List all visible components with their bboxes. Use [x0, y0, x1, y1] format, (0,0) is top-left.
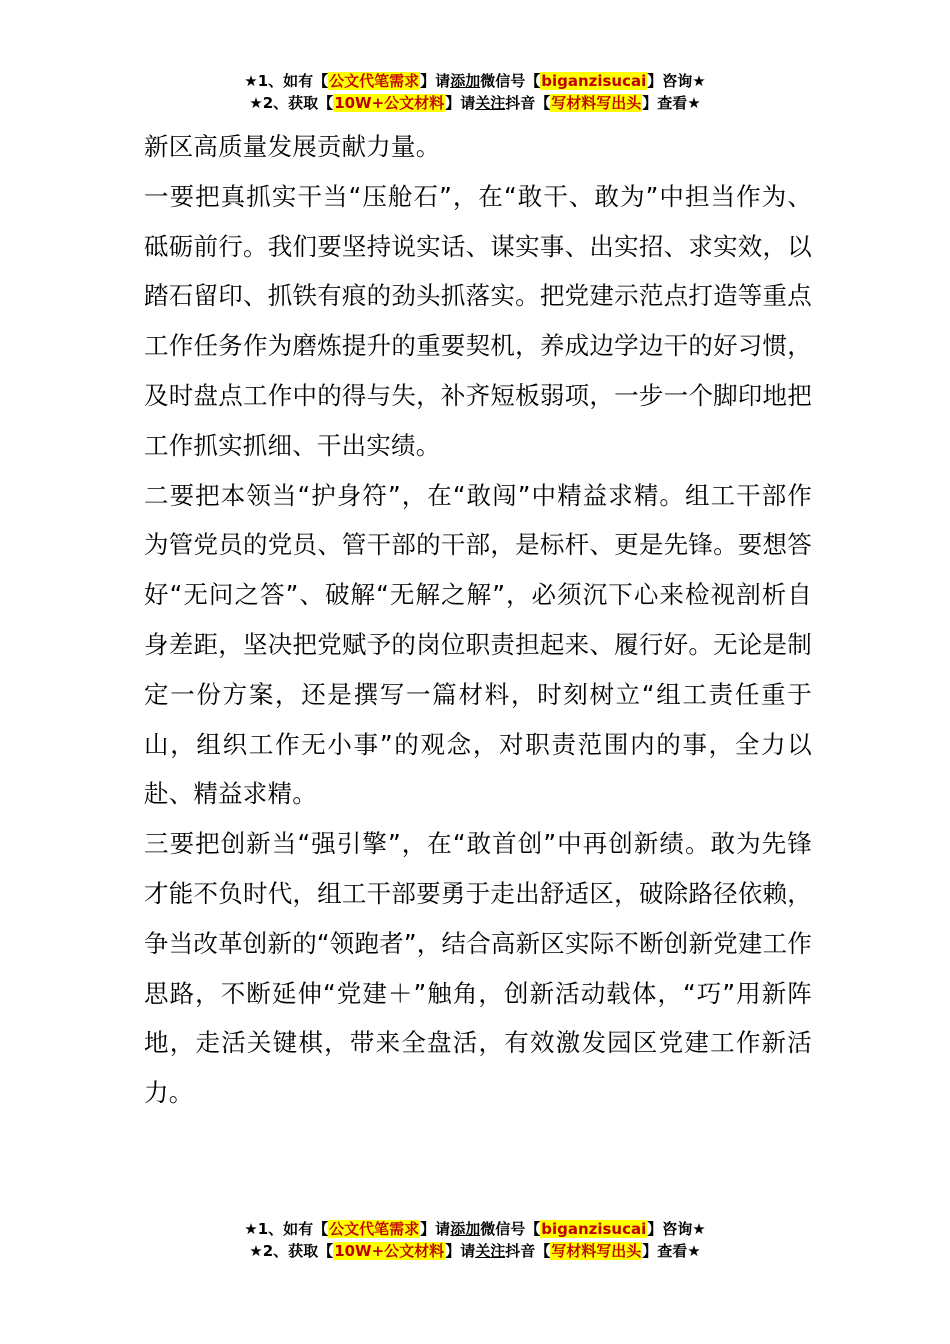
banner-text: 】查看★: [642, 94, 701, 112]
paragraph-point-3: 三要把创新当“强引擎”，在“敢首创”中再创新绩。敢为先锋才能不负时代，组工干部要勇于走出舒适区，破除路径依赖，争当改革创新的“领跑者”，结合高新区实际不断创新党建工作思路，不断延伸“党建＋”触角，创新活动载体，“巧”用新阵地，走活关键棋，带来全盘活，有效激发园区党建工作新活力。: [144, 829, 812, 1108]
banner-underlined-text: 添加: [450, 1220, 481, 1238]
banner-text: 抖音【: [505, 1242, 551, 1260]
banner-text: 】请: [445, 1242, 476, 1260]
banner-text: 抖音【: [505, 94, 551, 112]
banner-line-1: [0, 70, 950, 92]
banner-text: 】请: [445, 94, 476, 112]
paragraph-point-2: 二要把本领当“护身符”，在“敢闯”中精益求精。组工干部作为管党员的党员、管干部的干部，是标杆、更是先锋。要想答好“无问之答”、破解“无解之解”，必须沉下心来检视剖析自身差距，坚决把党赋予的岗位职责担起来、履行好。无论是制定一份方案，还是撰写一篇材料，时刻树立“组工责任重于山，组织工作无小事”的观念，对职责范围内的事，全力以赴、精益求精。: [144, 480, 812, 809]
banner-text: ★2、获取【: [249, 94, 334, 112]
banner-line-1: [0, 1218, 950, 1240]
banner-text: ★2、获取【: [249, 1242, 334, 1260]
banner-text: 】请: [420, 72, 451, 90]
banner-line-2: [0, 1240, 950, 1262]
banner-highlight: 公文代笔需求: [329, 72, 420, 90]
banner-highlight: biganzisucai: [541, 72, 647, 90]
banner-text: 】查看★: [642, 1242, 701, 1260]
banner-text: 】咨询★: [647, 1220, 706, 1238]
banner-line-2: [0, 92, 950, 114]
document-body: [144, 122, 812, 1118]
banner-text: 】咨询★: [647, 72, 706, 90]
footer-banner: [0, 1218, 950, 1262]
banner-underlined-text: 添加: [450, 72, 481, 90]
paragraph-continuation: 新区高质量发展贡献力量。: [144, 132, 441, 161]
banner-highlight: 10W+公文材料: [334, 1242, 445, 1260]
banner-text: 微信号【: [480, 1220, 541, 1238]
banner-highlight: 写材料写出头: [551, 94, 642, 112]
banner-text: ★1、如有【: [244, 72, 329, 90]
banner-highlight: 公文代笔需求: [329, 1220, 420, 1238]
banner-underlined-text: 关注: [475, 94, 506, 112]
banner-text: 微信号【: [480, 72, 541, 90]
header-banner: [0, 70, 950, 114]
banner-highlight: 10W+公文材料: [334, 94, 445, 112]
banner-text: ★1、如有【: [244, 1220, 329, 1238]
banner-underlined-text: 关注: [475, 1242, 506, 1260]
banner-text: 】请: [420, 1220, 451, 1238]
banner-highlight: biganzisucai: [541, 1220, 647, 1238]
banner-highlight: 写材料写出头: [551, 1242, 642, 1260]
paragraph-point-1: 一要把真抓实干当“压舱石”，在“敢干、敢为”中担当作为、砥砺前行。我们要坚持说实话、谋实事、出实招、求实效，以踏石留印、抓铁有痕的劲头抓落实。把党建示范点打造等重点工作任务作为磨炼提升的重要契机，养成边学边干的好习惯，及时盘点工作中的得与失，补齐短板弱项，一步一个脚印地把工作抓实抓细、干出实绩。: [144, 181, 812, 460]
